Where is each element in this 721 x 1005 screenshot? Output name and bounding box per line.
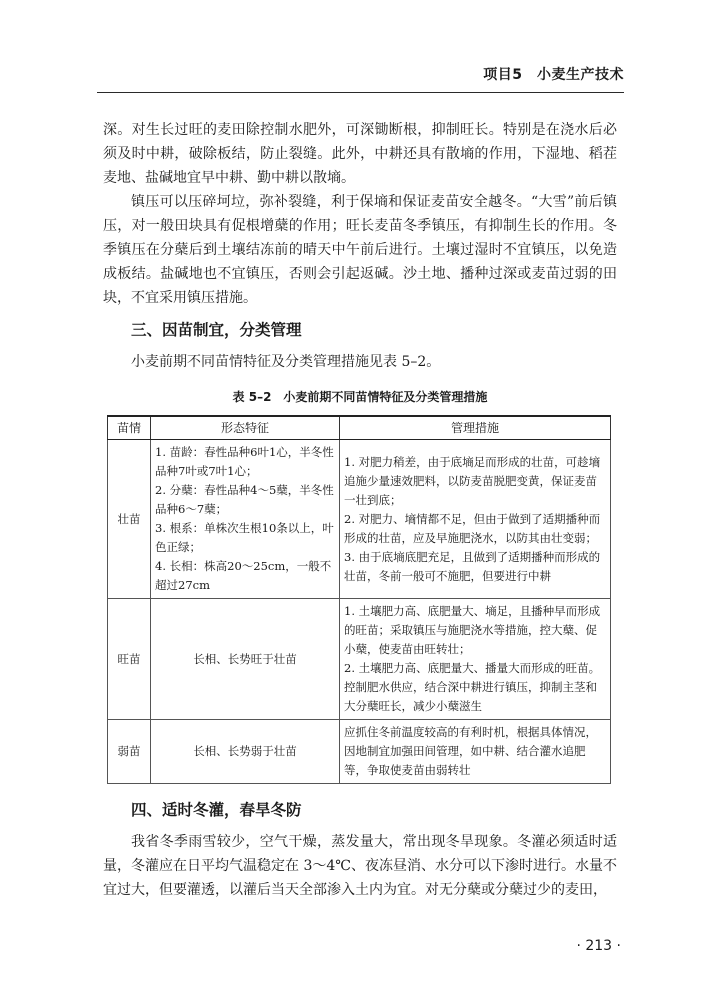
header-title: 项目5 小麦生产技术	[483, 67, 624, 83]
row-feature: 长相、长势弱于壮苗	[151, 720, 340, 784]
section-heading-3: 三、因苗制宜，分类管理	[131, 321, 302, 339]
row-feature	[151, 440, 340, 599]
row-name: 旺苗	[108, 599, 151, 720]
row-name: 弱苗	[108, 720, 151, 784]
measure-line: 2. 土壤肥力高、底肥量大、播量大而形成的旺苗。控制肥水供应，结合深中耕进行镇压，抑制主茎和大分蘖旺长，减少小蘖滋生	[344, 661, 601, 713]
feature-line: 3. 根系：单株次生根10条以上，叶色正绿；	[155, 521, 334, 554]
header-measure: 管理措施	[340, 416, 611, 440]
table-header-row	[108, 416, 611, 440]
paragraph-2: 镇压可以压碎坷垃，弥补裂缝，利于保墒和保证麦苗安全越冬。“大雪”前后镇压，对一般田块具有促根增蘖的作用；旺长麦苗冬季镇压，有抑制生长的作用。冬季镇压在分蘖后到土壤结冻前的晴天中午前后进行。土壤过湿时不宜镇压，以免造成板结。盐碱地也不宜镇压，否则会引起返碱。沙土地、播种过深或麦苗过弱的田块，不宜采用镇压措施。	[103, 194, 617, 306]
page-number: · 213 ·	[576, 938, 621, 954]
section-heading-4: 四、适时冬灌，春旱冬防	[131, 801, 302, 819]
row-measure	[340, 599, 611, 720]
feature-line: 1. 苗龄：春性品种6叶1心，半冬性品种7叶或7叶1心；	[155, 445, 334, 478]
row-measure	[340, 440, 611, 599]
header-feature: 形态特征	[151, 416, 340, 440]
feature-line: 2. 分蘖：春性品种4～5蘖，半冬性品种6～7蘖；	[155, 483, 334, 516]
table-row	[108, 599, 611, 720]
measure-line: 3. 由于底墒底肥充足，且做到了适期播种而形成的壮苗，冬前一般可不施肥，但要进行中耕	[344, 549, 601, 583]
seedling-management-table	[107, 415, 611, 784]
page-content	[103, 118, 617, 902]
feature-line: 4. 长相：株高20～25cm，一般不超过27cm	[155, 559, 332, 592]
row-feature: 长相、长势旺于壮苗	[151, 599, 340, 720]
table-row	[108, 440, 611, 599]
measure-line: 1. 对肥力稍差，由于底墒足而形成的壮苗，可趁墒追施少量速效肥料，以防麦苗脱肥变黄，保证麦苗一壮到底；	[344, 454, 601, 507]
row-measure: 应抓住冬前温度较高的有利时机，根据具体情况，因地制宜加强田间管理，如中耕、结合灌水追肥等，争取使麦苗由弱转壮	[340, 720, 611, 784]
header-seedling: 苗情	[108, 416, 151, 440]
section-4-paragraph: 我省冬季雨雪较少，空气干燥，蒸发量大，常出现冬旱现象。冬灌必须适时适量，冬灌应在日平均气温稳定在 3～4℃、夜冻昼消、水分可以下渗时进行。水量不宜过大，但要灌透，以灌后当天全部渗入土内为宜。对无分蘖或分蘖过少的麦田，	[103, 834, 617, 898]
table-row	[108, 720, 611, 784]
section-3-intro: 小麦前期不同苗情特征及分类管理措施见表 5–2。	[131, 354, 441, 370]
running-header	[97, 58, 624, 93]
measure-line: 2. 对肥力、墒情都不足，但由于做到了适期播种而形成的壮苗，应及早施肥浇水，以防其由壮变弱；	[344, 511, 601, 545]
table-title: 表 5–2 小麦前期不同苗情特征及分类管理措施	[232, 390, 488, 404]
row-name: 壮苗	[108, 440, 151, 599]
measure-line: 1. 土壤肥力高、底肥量大、墒足，且播种早而形成的旺苗；采取镇压与施肥浇水等措施，控大蘖、促小蘖，使麦苗由旺转壮；	[344, 604, 601, 656]
paragraph-1: 深。对生长过旺的麦田除控制水肥外，可深锄断根，抑制旺长。特别是在浇水后必须及时中耕，破除板结，防止裂缝。此外，中耕还具有散墒的作用，下湿地、稻茬麦地、盐碱地宜早中耕、勤中耕以散墒。	[103, 122, 617, 186]
